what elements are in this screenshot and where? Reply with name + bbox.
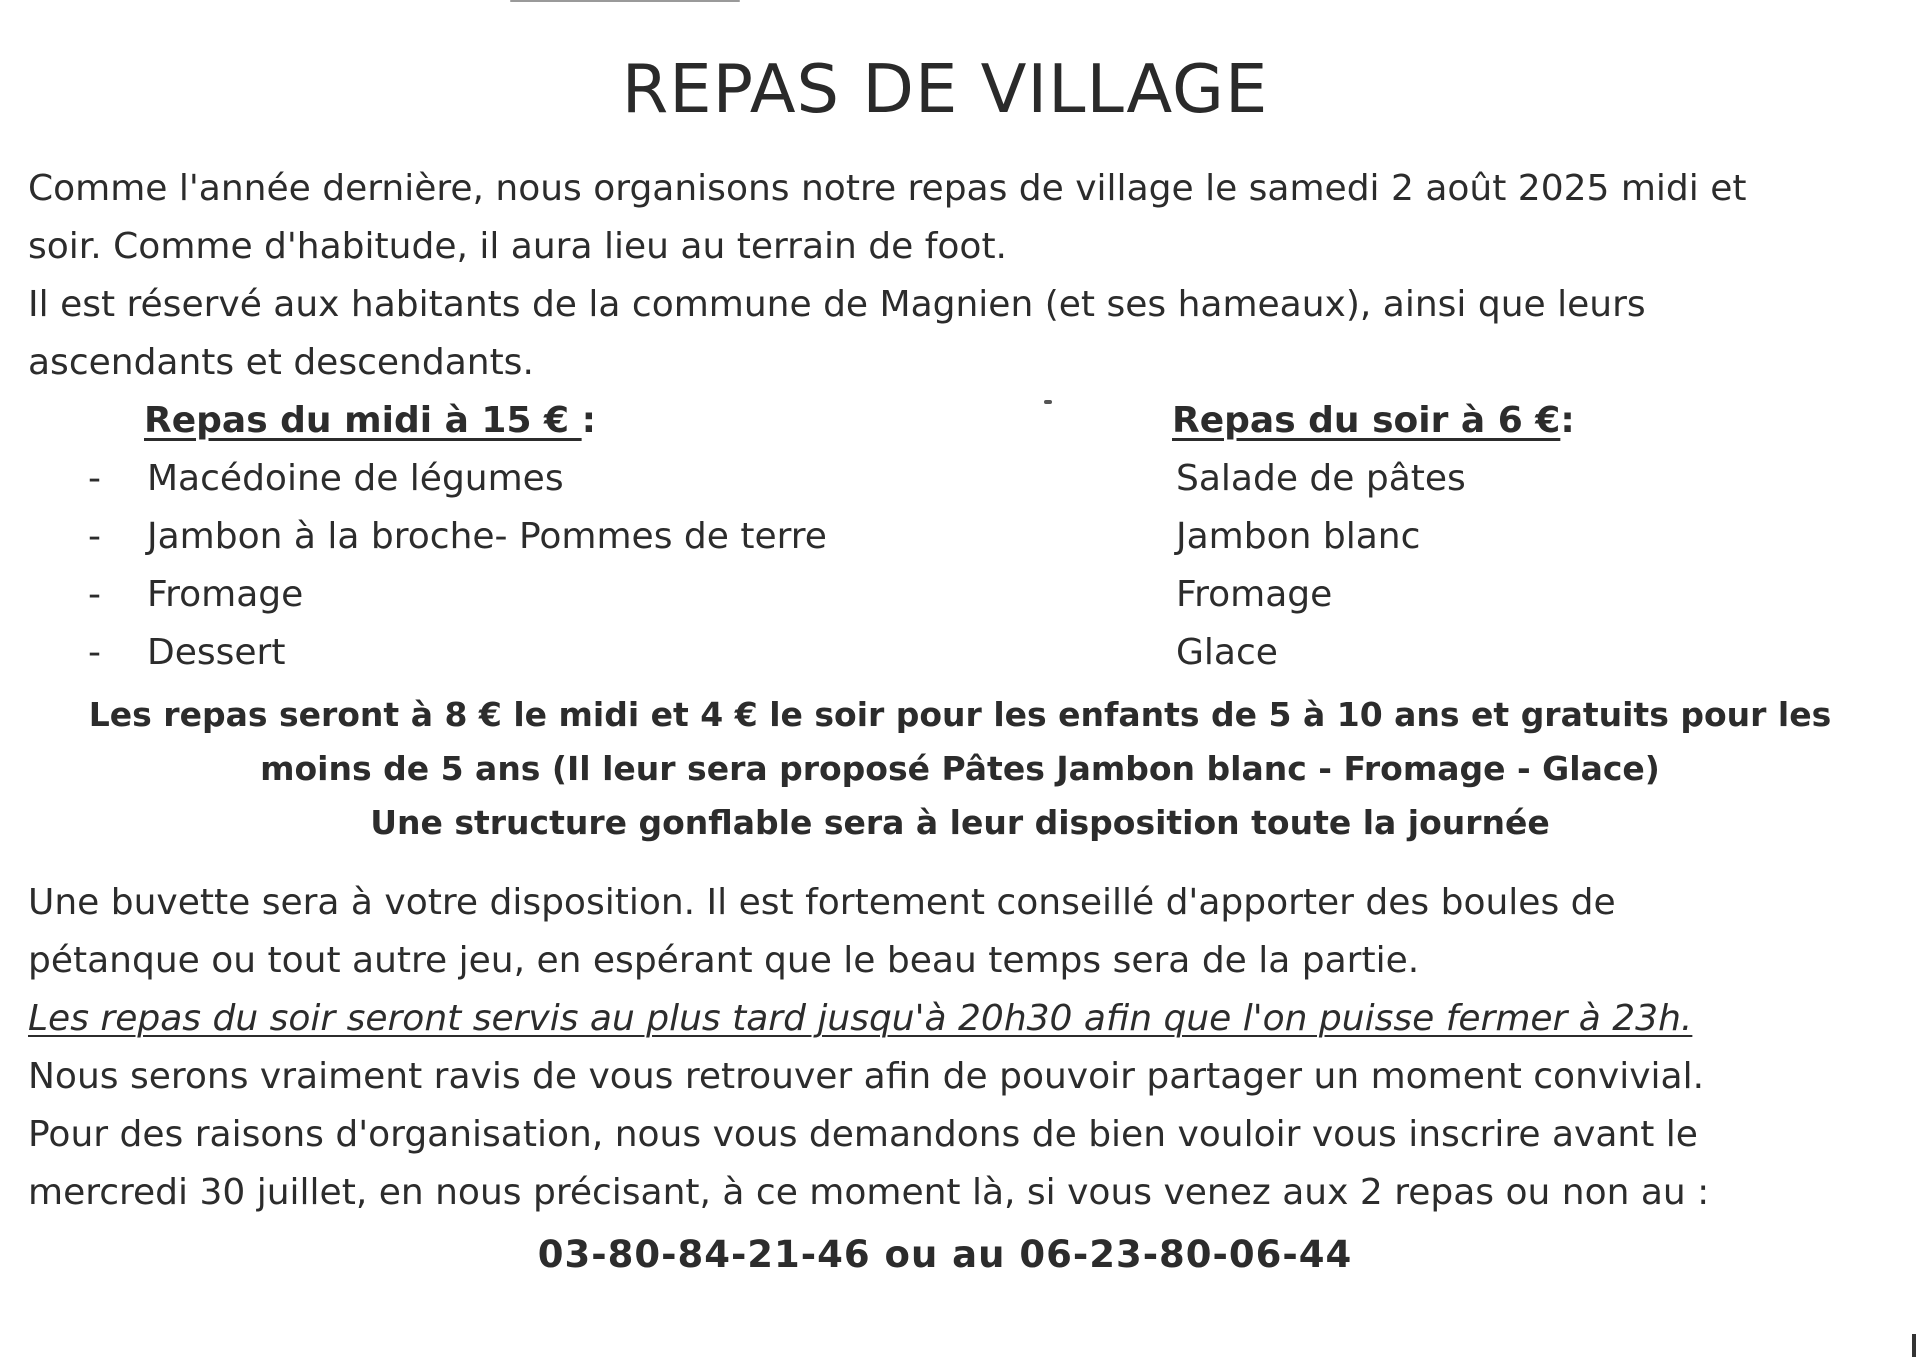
- children-line: moins de 5 ans (Il leur sera proposé Pâtes Jambon blanc - Fromage - Glace): [260, 749, 1660, 788]
- lunch-menu-heading-text: Repas du midi à 15 €: [144, 400, 582, 441]
- info-line: Une buvette sera à votre disposition. Il est fortement conseillé d'apporter des boules de: [28, 882, 1616, 923]
- dash-bullet: -: [88, 458, 101, 499]
- list-item: [1172, 450, 1872, 508]
- lunch-menu: [80, 392, 980, 682]
- lunch-menu-item: Macédoine de légumes: [147, 458, 564, 499]
- menus-section: [0, 392, 1920, 682]
- dash-bullet: -: [88, 632, 101, 673]
- children-line: Les repas seront à 8 € le midi et 4 € le soir pour les enfants de 5 à 10 ans et gratuits pour les: [88, 695, 1832, 734]
- dinner-menu-heading: [1172, 392, 1872, 450]
- dinner-menu-item: Glace: [1176, 632, 1278, 673]
- dinner-menu-item: Salade de pâtes: [1176, 458, 1466, 499]
- dinner-menu-heading-text: Repas du soir à 6 €: [1172, 400, 1561, 441]
- intro-line: Comme l'année dernière, nous organisons notre repas de village le samedi 2 août 2025 midi et: [28, 168, 1747, 209]
- lunch-menu-heading: [80, 392, 980, 450]
- page-title: REPAS DE VILLAGE: [621, 50, 1269, 128]
- list-item: [80, 566, 980, 624]
- list-item: [1172, 566, 1872, 624]
- info-paragraph: [28, 874, 1908, 1222]
- lunch-menu-list: [80, 450, 980, 682]
- dinner-time-note: Les repas du soir seront servis au plus tard jusqu'à 20h30 afin que l'on puisse fermer à 23h.: [28, 998, 1693, 1039]
- info-line: mercredi 30 juillet, en nous précisant, à ce moment là, si vous venez aux 2 repas ou non au :: [28, 1172, 1710, 1213]
- list-item: [80, 624, 980, 682]
- scan-artifact-top: [510, 0, 740, 2]
- lunch-menu-heading-colon: :: [581, 400, 597, 441]
- lunch-menu-item: Dessert: [147, 632, 286, 673]
- intro-line: soir. Comme d'habitude, il aura lieu au terrain de foot.: [28, 226, 1007, 267]
- scan-artifact-edge: [1912, 1334, 1916, 1357]
- info-line: Nous serons vraiment ravis de vous retrouver afin de pouvoir partager un moment convivial.: [28, 1056, 1705, 1097]
- dinner-menu: [1172, 392, 1872, 682]
- list-item: [80, 508, 980, 566]
- dinner-menu-heading-colon: :: [1560, 400, 1575, 441]
- phone-separator: ou au: [870, 1233, 1020, 1276]
- contact-phones: [0, 1226, 1890, 1284]
- intro-paragraph: [28, 160, 1898, 392]
- dinner-menu-item: Jambon blanc: [1176, 516, 1421, 557]
- info-line: Pour des raisons d'organisation, nous vous demandons de bien vouloir vous inscrire avant le: [28, 1114, 1698, 1155]
- phone-number: 06-23-80-06-44: [1019, 1233, 1353, 1276]
- list-item: [1172, 508, 1872, 566]
- dash-bullet: -: [88, 574, 101, 615]
- dinner-menu-item: Fromage: [1176, 574, 1333, 615]
- list-item: [1172, 624, 1872, 682]
- intro-line: ascendants et descendants.: [28, 342, 534, 383]
- phone-number: 03-80-84-21-46: [537, 1233, 871, 1276]
- children-pricing: [20, 688, 1900, 850]
- dinner-menu-list: [1172, 450, 1872, 682]
- dash-bullet: -: [88, 516, 101, 557]
- lunch-menu-item: Fromage: [147, 574, 304, 615]
- lunch-menu-item: Jambon à la broche- Pommes de terre: [147, 516, 827, 557]
- info-line: pétanque ou tout autre jeu, en espérant que le beau temps sera de la partie.: [28, 940, 1420, 981]
- intro-line: Il est réservé aux habitants de la commune de Magnien (et ses hameaux), ainsi que leurs: [28, 284, 1646, 325]
- children-line: Une structure gonflable sera à leur disposition toute la journée: [370, 803, 1550, 842]
- list-item: [80, 450, 980, 508]
